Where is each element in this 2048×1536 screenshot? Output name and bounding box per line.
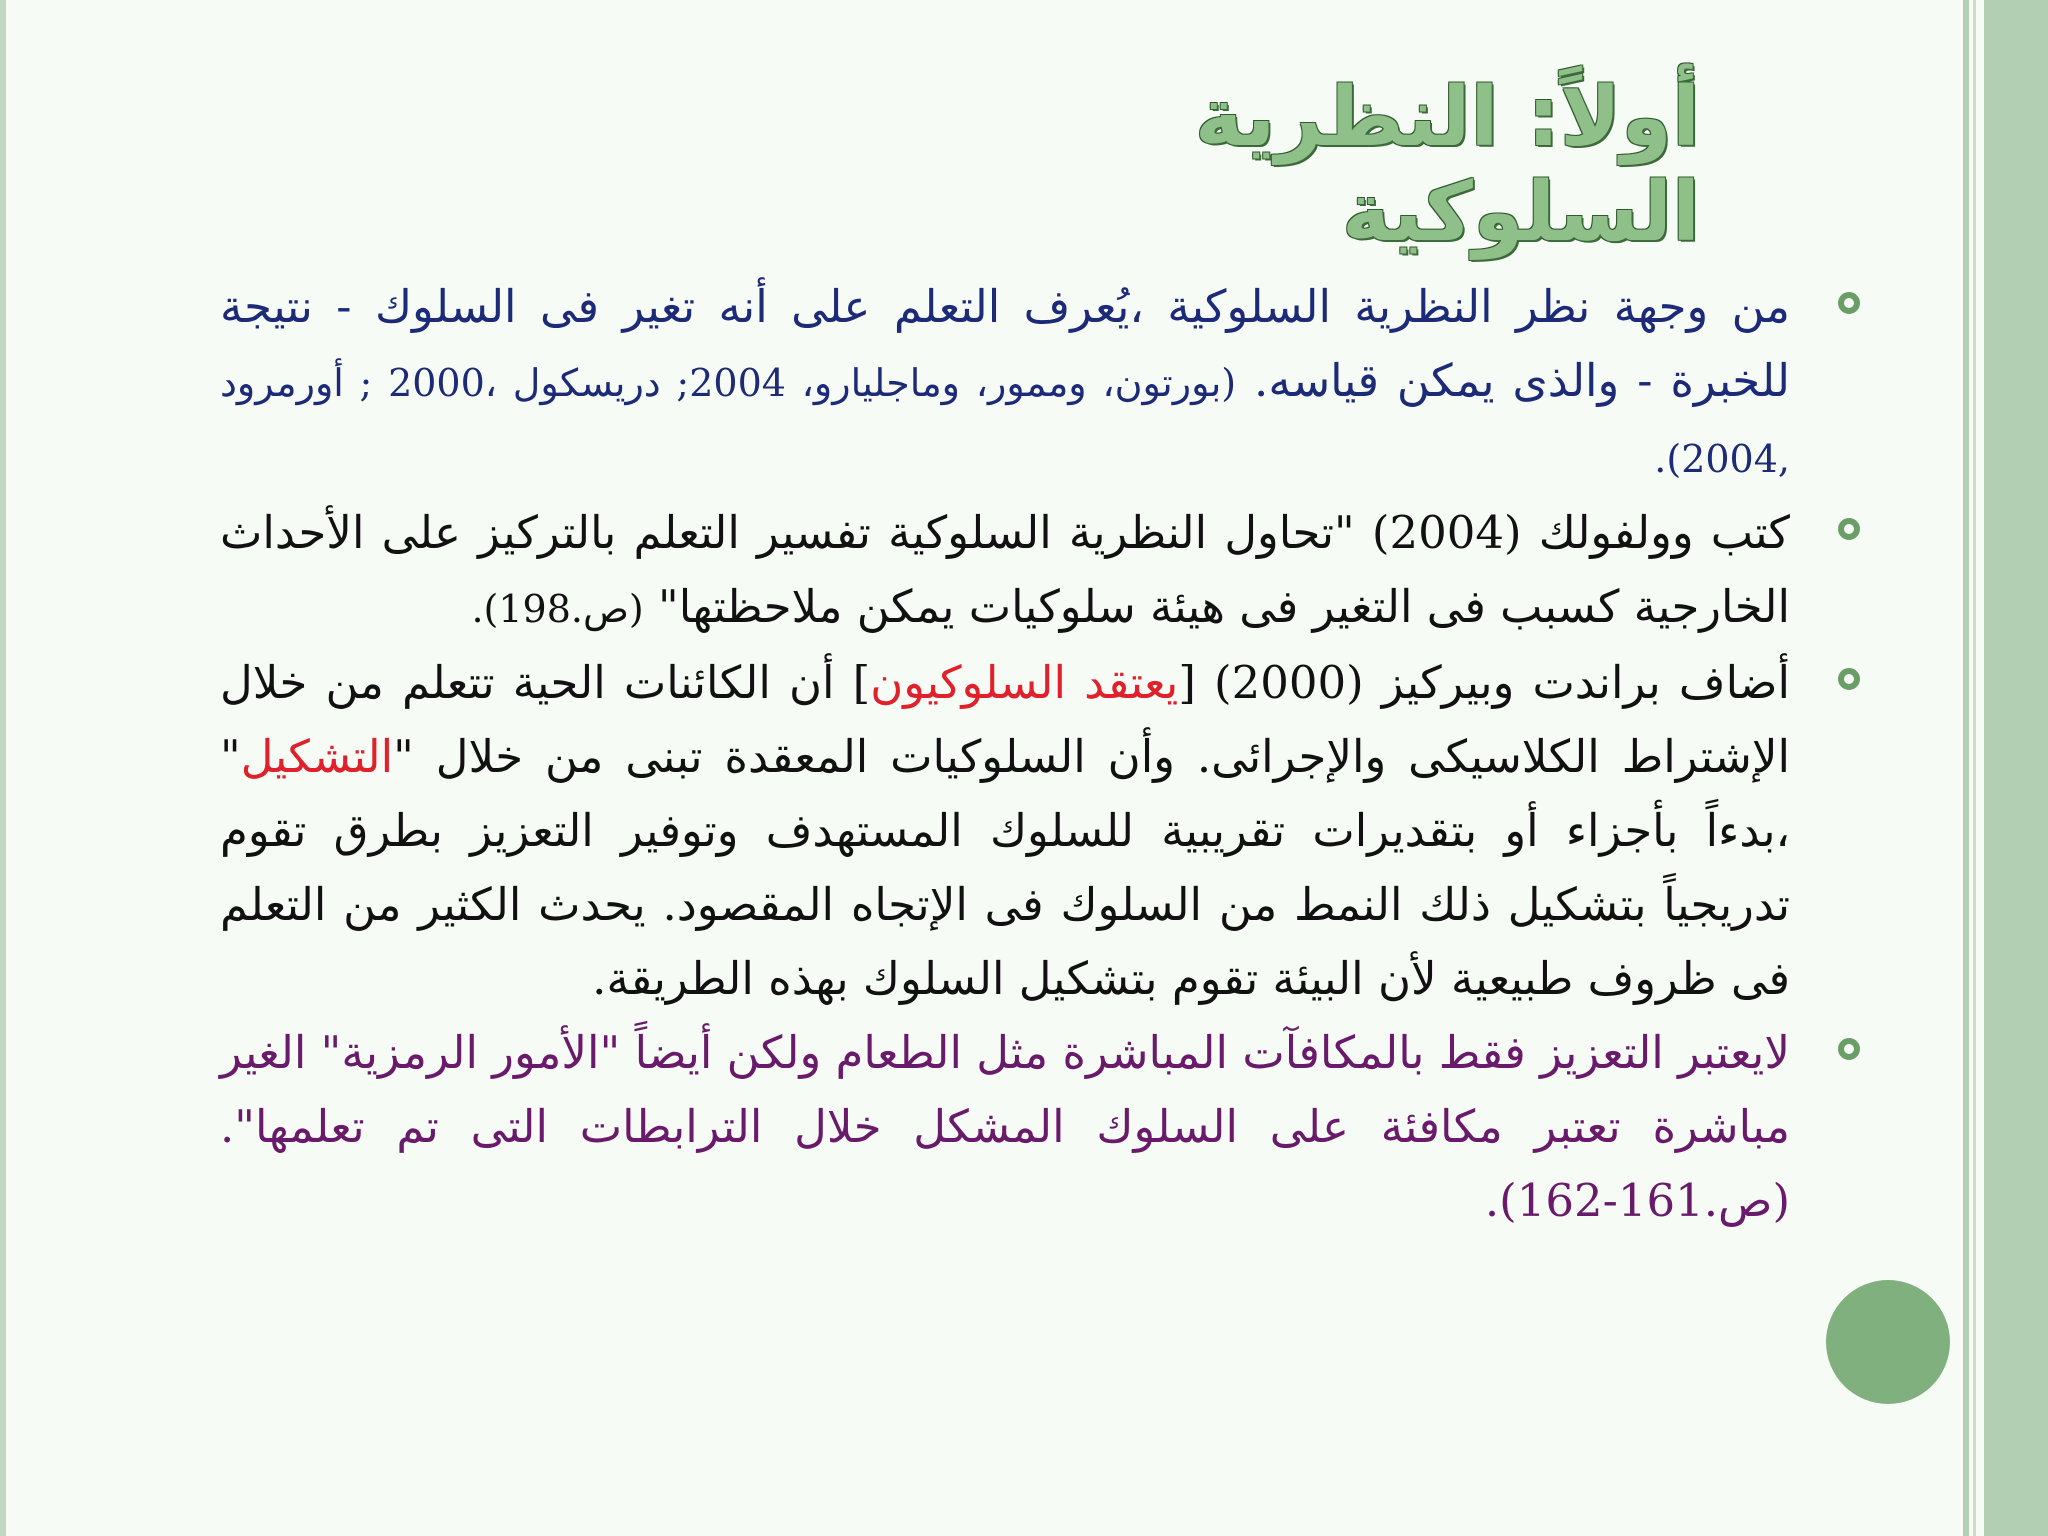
bullet-ring-icon — [1838, 518, 1860, 540]
bullet-text: كتب وولفولك (2004) "تحاول النظرية السلوكية تفسير التعلم بالتركيز على الأحداث الخارجية كسبب فى التغير فى هيئة سلوكيات يمكن ملاحظتها" — [220, 506, 1790, 633]
bullet-text: ] أن الكائنات الحية تتعلم من خلال الإشتراط الكلاسيكى والإجرائى. وأن السلوكيات المعقدة تبنى من خلال " — [220, 656, 1790, 783]
decorative-stripe — [1984, 0, 2048, 1536]
highlight-text: التشكيل — [240, 730, 394, 783]
bullet-ring-icon — [1838, 292, 1860, 314]
bullet-list — [220, 270, 1860, 1238]
decorative-stripe — [1963, 0, 1969, 1536]
bullet-item — [220, 1016, 1860, 1238]
bullet-item — [220, 496, 1860, 646]
bullet-ring-icon — [1838, 668, 1860, 690]
bullet-text: من وجهة نظر النظرية السلوكية ،يُعرف التعلم على أنه تغير فى السلوك - نتيجة للخبرة - والذى يمكن قياسه. — [220, 280, 1790, 407]
slide-title: أولاً: النظرية السلوكية — [1194, 70, 1700, 260]
bullet-text: أضاف براندت وبيركيز (2000) [ — [1178, 656, 1791, 709]
decorative-circle — [1826, 1280, 1950, 1404]
bullet-text: لايعتبر التعزيز فقط بالمكافآت المباشرة مثل الطعام ولكن أيضاً "الأمور الرمزية" الغير مباشرة تعتبر مكافئة على السلوك المشكل خلال الترابطات التى تم تعلمها". (ص.161-162). — [220, 1026, 1790, 1227]
bullet-text: " ،بدءاً بأجزاء أو بتقديرات تقريبية للسلوك المستهدف وتوفير التعزيز بطرق تقوم تدريجياً بتشكيل ذلك النمط من السلوك فى الإتجاه المقصود. يحدث الكثير من التعلم فى ظروف طبيعية لأن البيئة تقوم بتشكيل السلوك بهذه الطريقة. — [220, 730, 1790, 1005]
bullet-citation: (ص.198). — [471, 587, 644, 631]
decorative-stripe — [1973, 0, 1976, 1536]
highlight-text: يعتقد السلوكيون — [870, 656, 1179, 709]
bullet-ring-icon — [1838, 1038, 1860, 1060]
bullet-citation: (بورتون، وممور، وماجليارو، 2004; دريسكول ،2000 ; أورمرود ,2004). — [220, 361, 1790, 481]
bullet-item — [220, 646, 1860, 1016]
bullet-item — [220, 270, 1860, 496]
